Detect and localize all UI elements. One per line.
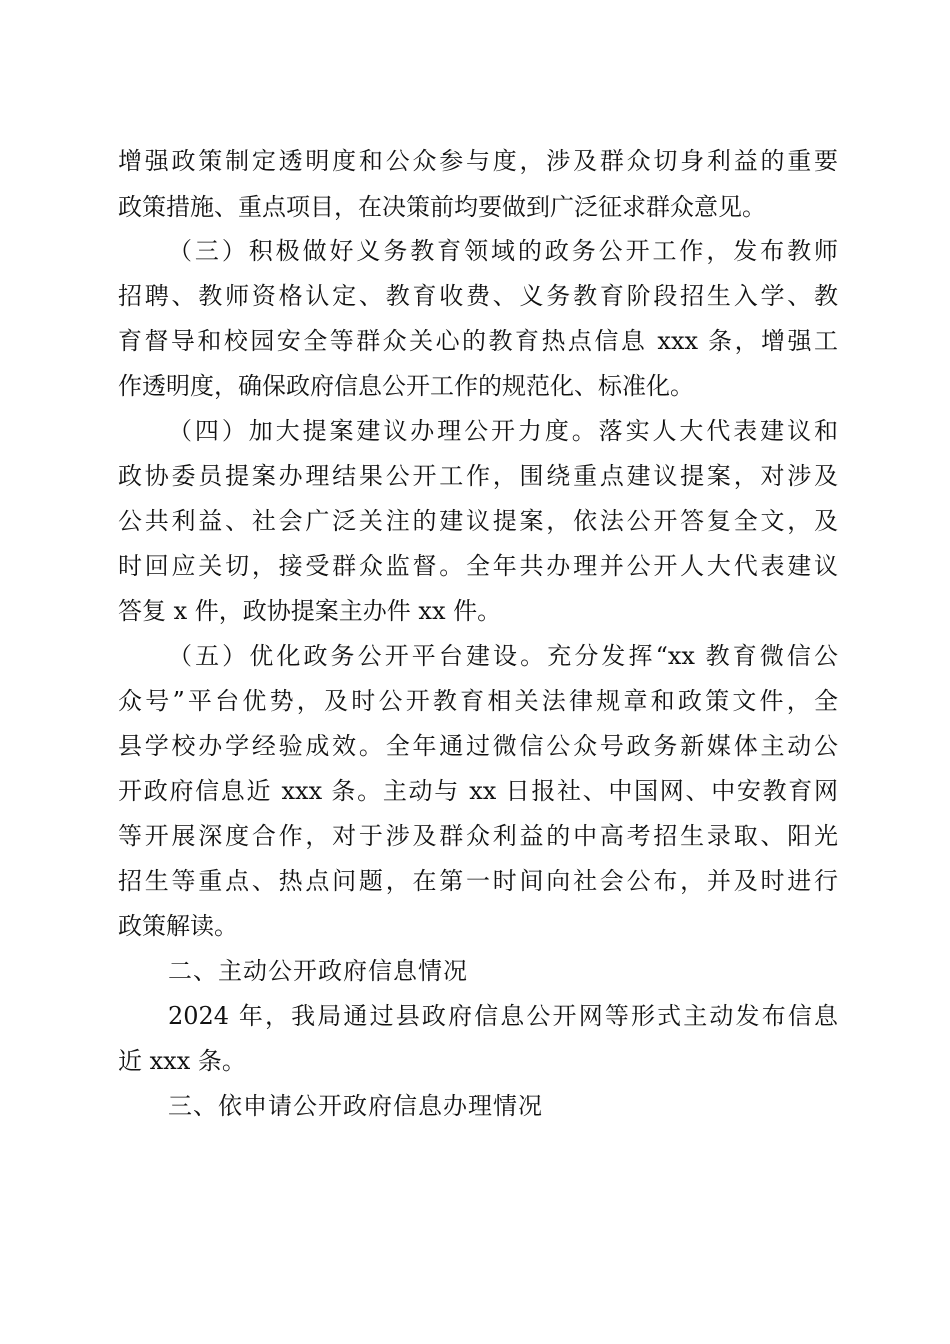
paragraph-3-line-5: 答复 x 件，政协提案主办件 xx 件。 [118, 597, 502, 625]
paragraph-1-line-2: 政策措施、重点项目，在决策前均要做到广泛征求群众意见。 [118, 193, 766, 221]
paragraph-4-line-6: 招生等重点、热点问题，在第一时间向社会公布，并及时进行 [118, 867, 838, 895]
paragraph-4-line-1: （五）优化政务公开平台建设。充分发挥“xx 教育微信公 [168, 642, 838, 670]
paragraph-4-line-5: 等开展深度合作，对于涉及群众利益的中高考招生录取、阳光 [118, 822, 838, 850]
paragraph-2-line-1: （三）积极做好义务教育领域的政务公开工作，发布教师 [168, 237, 838, 265]
paragraph-4-line-3: 县学校办学经验成效。全年通过微信公众号政务新媒体主动公 [118, 732, 838, 760]
section-two-line-1: 2024 年，我局通过县政府信息公开网等形式主动发布信息 [168, 1002, 838, 1030]
paragraph-2-line-4: 作透明度，确保政府信息公开工作的规范化、标准化。 [118, 372, 694, 400]
paragraph-4-line-4: 开政府信息近 xxx 条。主动与 xx 日报社、中国网、中安教育网 [118, 777, 838, 805]
paragraph-1-line-1: 增强政策制定透明度和公众参与度，涉及群众切身利益的重要 [118, 147, 838, 175]
paragraph-4-line-7: 政策解读。 [118, 912, 238, 940]
section-two-line-2: 近 xxx 条。 [118, 1047, 246, 1075]
paragraph-3-line-3: 公共利益、社会广泛关注的建议提案，依法公开答复全文，及 [118, 507, 838, 535]
paragraph-2-line-3: 育督导和校园安全等群众关心的教育热点信息 xxx 条，增强工 [118, 327, 838, 355]
paragraph-2-line-2: 招聘、教师资格认定、教育收费、义务教育阶段招生入学、教 [118, 282, 838, 310]
section-three-heading: 三、依申请公开政府信息办理情况 [168, 1092, 543, 1120]
paragraph-3-line-2: 政协委员提案办理结果公开工作，围绕重点建议提案，对涉及 [118, 462, 838, 490]
paragraph-3-line-1: （四）加大提案建议办理公开力度。落实人大代表建议和 [168, 417, 838, 445]
paragraph-3-line-4: 时回应关切，接受群众监督。全年共办理并公开人大代表建议 [118, 552, 838, 580]
paragraph-4-line-2: 众号”平台优势，及时公开教育相关法律规章和政策文件，全 [118, 687, 838, 715]
section-two-heading: 二、主动公开政府信息情况 [168, 957, 468, 985]
